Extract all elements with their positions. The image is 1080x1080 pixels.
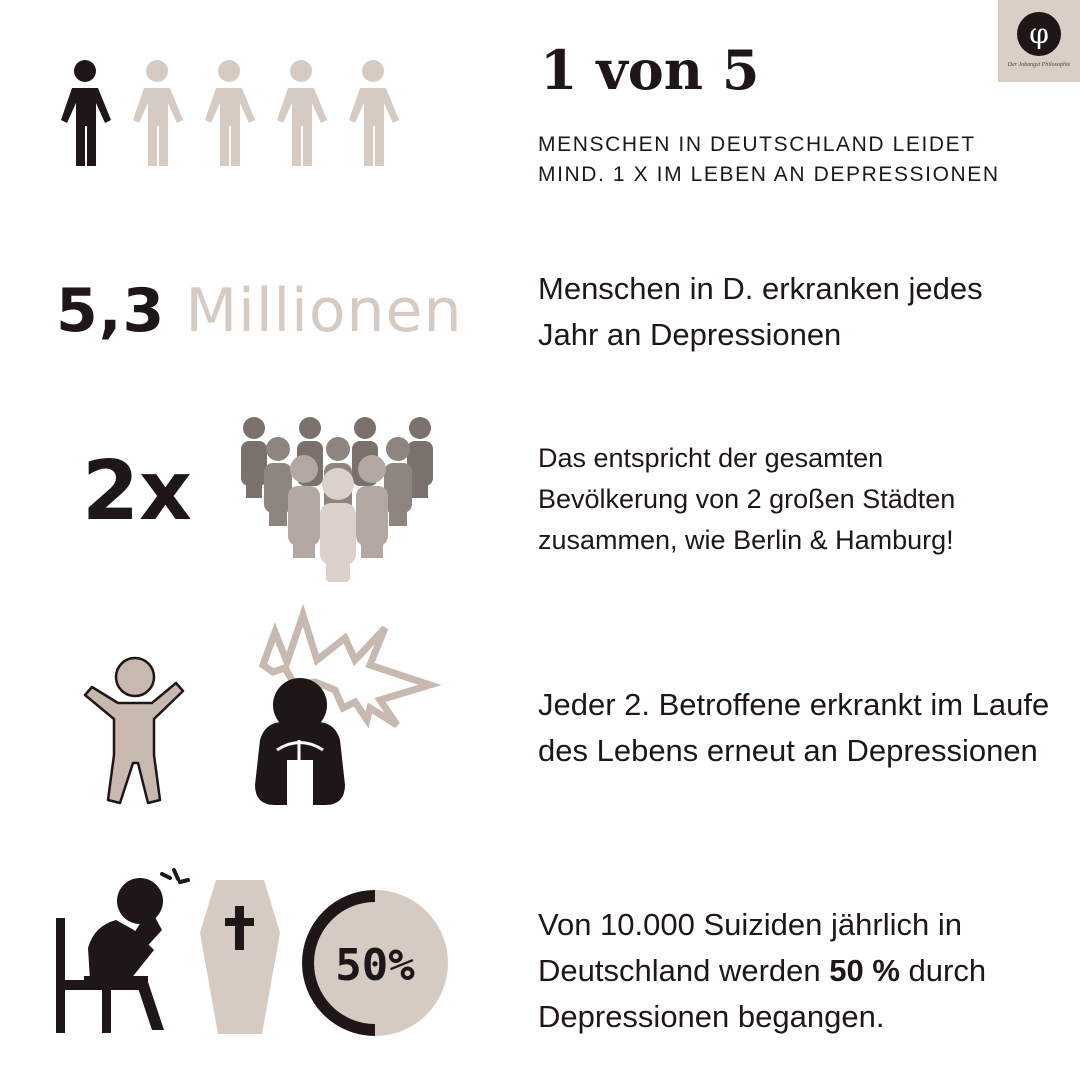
stat-4-text: Jeder 2. Betroffene erkrankt im Laufe des Lebens erneut an Depressionen: [538, 687, 1050, 768]
coffin-icon: [198, 878, 282, 1036]
logo: [998, 0, 1080, 82]
headline-1-von-5: 1 von 5: [540, 38, 760, 102]
people-row-icon: [52, 58, 412, 174]
percent-circle-chart: [300, 888, 450, 1038]
happy-person-icon: [80, 655, 190, 810]
stat-3-text: Das entspricht der gesamten Bevölkerung von 2 großen Städten zusammen, wie Berlin & Hamburg!: [538, 443, 956, 555]
stat-1-text: MENSCHEN IN DEUTSCHLAND LEIDET MIND. 1 X IM LEBEN AN DEPRESSIONEN: [538, 133, 1000, 186]
logo-symbol: φ: [1017, 12, 1061, 56]
crowd-icon: [238, 414, 438, 584]
multiplier-2x: 2x: [82, 444, 192, 539]
bold-50-percent: 50 %: [829, 953, 900, 988]
sitting-sad-person-icon: [54, 868, 194, 1038]
million-number: 5,3: [56, 276, 166, 346]
sad-person-icon: [255, 610, 440, 810]
million-stat: [56, 276, 463, 346]
million-unit: Millionen: [185, 276, 463, 346]
percent-label: 50%: [335, 940, 415, 991]
stat-2-text: Menschen in D. erkranken jedes Jahr an Depressionen: [538, 271, 983, 352]
stat-5-text: Von 10.000 Suiziden jährlich in Deutschland werden 50 % durch Depressionen begangen.: [538, 907, 987, 1034]
logo-text: Der Jobangst Philosophie: [1007, 62, 1071, 68]
